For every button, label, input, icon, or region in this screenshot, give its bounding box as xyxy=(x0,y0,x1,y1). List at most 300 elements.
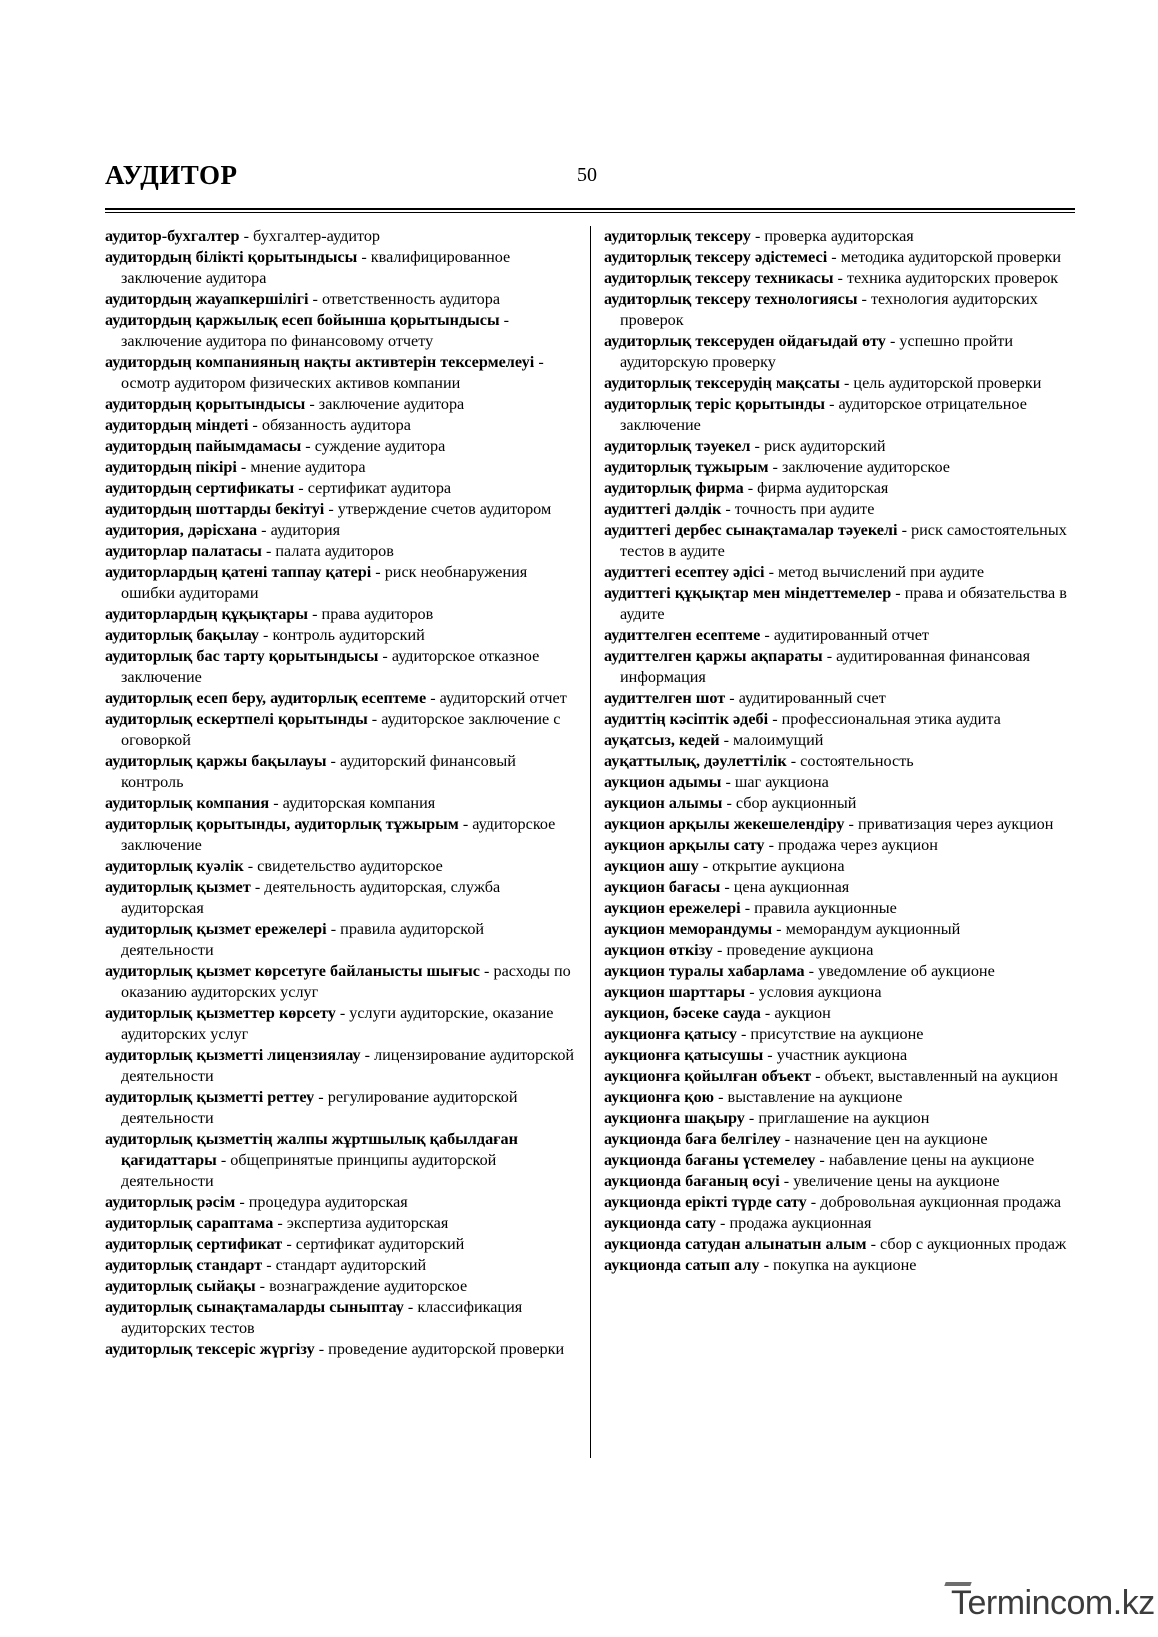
entry-term: аукционға шақыру xyxy=(604,1109,745,1127)
entry-separator: - xyxy=(273,1214,287,1232)
entry-translation: мнение аудитора xyxy=(250,458,366,476)
entry-separator: - xyxy=(804,962,819,980)
watermark-text: Termincom.kz xyxy=(951,1584,1155,1622)
entry-term: аудиттелген қаржы ақпараты xyxy=(604,647,823,665)
entry-translation: свидетельство аудиторское xyxy=(257,857,443,875)
entry-translation: аудиторский отчет xyxy=(439,689,567,707)
entry-separator: - xyxy=(760,1004,775,1022)
dictionary-entry xyxy=(105,1255,580,1276)
entry-term: аудитория, дәрісхана xyxy=(105,521,258,539)
dictionary-entry xyxy=(604,646,1077,688)
entry-term: аукцион ережелері xyxy=(604,899,741,917)
entry-term: аудитордың шоттарды бекітуі xyxy=(105,500,325,518)
entry-separator: - xyxy=(305,395,319,413)
entry-translation: утверждение счетов аудитором xyxy=(337,500,552,518)
entry-separator: - xyxy=(458,815,473,833)
entry-translation: заключение аудиторское xyxy=(781,458,950,476)
entry-term: аудиторлық тексеріс жүргізу xyxy=(105,1340,315,1358)
entry-term: аукцион арқылы сату xyxy=(604,836,765,854)
dictionary-entry xyxy=(105,625,580,646)
entry-separator: - xyxy=(258,626,273,644)
left-column xyxy=(105,226,580,1360)
entry-separator: - xyxy=(721,500,735,518)
dictionary-entry xyxy=(105,415,580,436)
entry-separator: - xyxy=(367,710,382,728)
entry-term: аудиторлық стандарт xyxy=(105,1256,263,1274)
entry-translation: успешно пройти аудиторскую проверку xyxy=(620,332,1014,371)
entry-translation: ответственность аудитора xyxy=(321,290,500,308)
entry-separator: - xyxy=(712,941,727,959)
entry-separator: - xyxy=(772,920,786,938)
dictionary-entry xyxy=(105,499,580,520)
entry-translation: профессиональная этика аудита xyxy=(781,710,1001,728)
dictionary-entry xyxy=(604,562,1077,583)
entry-translation: обязанность аудитора xyxy=(261,416,411,434)
entry-separator: - xyxy=(324,500,338,518)
entry-translation: продажа аукционная xyxy=(729,1214,872,1232)
entry-translation: риск аудиторский xyxy=(763,437,886,455)
header-rule-thin xyxy=(105,212,1075,213)
dictionary-entry xyxy=(604,499,1077,520)
entry-term: аукцион адымы xyxy=(604,773,722,791)
entry-term: ауқаттылық, дәулеттілік xyxy=(604,752,787,770)
entry-separator: - xyxy=(714,1088,728,1106)
entry-translation: бухгалтер-аудитор xyxy=(253,227,381,245)
entry-term: аудитордың қаржылық есеп бойынша қорытындысы xyxy=(105,311,500,329)
entry-translation: метод вычислений при аудите xyxy=(778,563,985,581)
entry-term: аукционда сатудан алынатын алым xyxy=(604,1235,867,1253)
entry-term: аудитордың сертификаты xyxy=(105,479,295,497)
dictionary-entry xyxy=(105,541,580,562)
entry-translation: контроль аудиторский xyxy=(272,626,425,644)
entry-separator: - xyxy=(403,1298,418,1316)
dictionary-entry xyxy=(105,247,580,289)
entry-separator: - xyxy=(216,1151,231,1169)
entry-term: аудиторлық бас тарту қорытындысы xyxy=(105,647,379,665)
entry-translation: сбор аукционный xyxy=(735,794,857,812)
entry-translation: стандарт аудиторский xyxy=(275,1256,427,1274)
entry-separator: - xyxy=(806,1193,821,1211)
entry-term: аудиторлық қызметті реттеу xyxy=(105,1088,315,1106)
entry-separator: - xyxy=(378,647,392,665)
dictionary-entry xyxy=(105,1087,580,1129)
dictionary-entry xyxy=(105,310,580,352)
entry-separator: - xyxy=(314,1088,328,1106)
entry-separator: - xyxy=(750,227,765,245)
dictionary-entry xyxy=(604,709,1077,730)
entry-separator: - xyxy=(825,395,839,413)
entry-separator: - xyxy=(866,1235,881,1253)
dictionary-entry xyxy=(604,1234,1077,1255)
entry-translation: открытие аукциона xyxy=(712,857,845,875)
entry-term: аудиторлық есеп беру, аудиторлық есептеме xyxy=(105,689,427,707)
column-divider xyxy=(590,226,591,1458)
dictionary-entry xyxy=(604,1150,1077,1171)
entry-separator: - xyxy=(357,248,371,266)
entry-term: аудиторлық тәуекел xyxy=(604,437,751,455)
entry-separator: - xyxy=(715,1214,730,1232)
entry-translation: техника аудиторских проверок xyxy=(846,269,1059,287)
dictionary-entry xyxy=(105,709,580,751)
dictionary-entry xyxy=(105,1234,580,1255)
dictionary-entry xyxy=(604,625,1077,646)
entry-translation: риск самостоятельных тестов в аудите xyxy=(620,521,1067,560)
entry-term: аукционға қатысушы xyxy=(604,1046,764,1064)
entry-separator: - xyxy=(780,1130,795,1148)
dictionary-entry xyxy=(105,688,580,709)
entry-translation: малоимущий xyxy=(733,731,824,749)
entry-separator: - xyxy=(768,458,782,476)
entry-separator: - xyxy=(262,1256,276,1274)
entry-separator: - xyxy=(479,962,494,980)
entry-translation: аудиторское заключение с оговоркой xyxy=(121,710,561,749)
entry-translation: суждение аудитора xyxy=(314,437,446,455)
entry-translation: лицензирование аудиторской деятельности xyxy=(121,1046,575,1085)
entry-term: аукцион арқылы жекешелендіру xyxy=(604,815,845,833)
entry-separator: - xyxy=(885,332,900,350)
entry-term: аудиторлар палатасы xyxy=(105,542,262,560)
entry-separator: - xyxy=(269,794,283,812)
entry-term: аудиторлық сараптама xyxy=(105,1214,274,1232)
entry-translation: палата аудиторов xyxy=(275,542,394,560)
entry-separator: - xyxy=(786,752,801,770)
dictionary-entry xyxy=(105,1297,580,1339)
entry-translation: увеличение цены на аукционе xyxy=(793,1172,1000,1190)
entry-translation: расходы по оказанию аудиторских услуг xyxy=(121,962,571,1001)
entry-term: аукцион ашу xyxy=(604,857,699,875)
entry-translation: состоятельность xyxy=(800,752,914,770)
entry-translation: проверка аудиторская xyxy=(764,227,914,245)
entry-term: аудиторлық қызметтің жалпы жұртшылық қабылдаған қағидаттары xyxy=(105,1130,518,1169)
entry-term: аудиторлық қызмет ережелері xyxy=(105,920,327,938)
entry-separator: - xyxy=(897,521,911,539)
entry-term: аудитордың компанияның нақты активтерін тексермелеуі xyxy=(105,353,535,371)
entry-translation: сертификат аудиторский xyxy=(295,1235,465,1253)
entry-term: аукционда бағаның өсуі xyxy=(604,1172,780,1190)
entry-translation: назначение цен на аукционе xyxy=(794,1130,988,1148)
entry-term: аудиторлық тексерудің мақсаты xyxy=(604,374,840,392)
entry-term: аудиторлық компания xyxy=(105,794,270,812)
entry-term: аудиторлық қызметті лицензиялау xyxy=(105,1046,361,1064)
dictionary-entry xyxy=(604,583,1077,625)
dictionary-entry xyxy=(604,856,1077,877)
dictionary-entry xyxy=(105,814,580,856)
entry-translation: права аудиторов xyxy=(321,605,434,623)
dictionary-entry xyxy=(105,226,580,247)
entry-term: аудиторлық тексеру технологиясы xyxy=(604,290,858,308)
entry-separator: - xyxy=(839,374,854,392)
entry-term: аудиторлық бақылау xyxy=(105,626,259,644)
dictionary-entry xyxy=(105,877,580,919)
entry-translation: аудиторское отказное заключение xyxy=(121,647,540,686)
dictionary-entry xyxy=(105,1213,580,1234)
dictionary-entry xyxy=(604,1045,1077,1066)
dictionary-entry xyxy=(604,940,1077,961)
dictionary-entry xyxy=(604,331,1077,373)
dictionary-entry xyxy=(105,436,580,457)
entry-term: аудиторлық тексеру xyxy=(604,227,751,245)
entry-separator: - xyxy=(243,857,258,875)
entry-translation: приватизация через аукцион xyxy=(857,815,1054,833)
dictionary-entry xyxy=(604,1087,1077,1108)
entry-translation: классификация аудиторских тестов xyxy=(121,1298,523,1337)
dictionary-entry xyxy=(105,604,580,625)
right-column xyxy=(604,226,1077,1276)
dictionary-entry xyxy=(105,457,580,478)
dictionary-entry xyxy=(105,919,580,961)
dictionary-entry xyxy=(604,1066,1077,1087)
entry-separator: - xyxy=(815,1151,829,1169)
dictionary-entry xyxy=(105,394,580,415)
entry-separator: - xyxy=(736,1025,751,1043)
entry-separator: - xyxy=(764,836,779,854)
entry-translation: экспертиза аудиторская xyxy=(286,1214,449,1232)
entry-term: аукцион бағасы xyxy=(604,878,721,896)
entry-translation: аудитированный счет xyxy=(738,689,886,707)
entry-term: аудиторлық теріс қорытынды xyxy=(604,395,826,413)
entry-term: аудиторлық фирма xyxy=(604,479,744,497)
entry-term: аукцион өткізу xyxy=(604,941,713,959)
entry-translation: заключение аудитора xyxy=(318,395,465,413)
entry-separator: - xyxy=(248,416,262,434)
entry-translation: объект, выставленный на аукцион xyxy=(824,1067,1058,1085)
dictionary-entry xyxy=(604,394,1077,436)
entry-translation: аукцион xyxy=(774,1004,831,1022)
entry-term: аудиторлық тексеруден ойдағыдай өту xyxy=(604,332,886,350)
dictionary-entry xyxy=(604,226,1077,247)
entry-term: аудиторлардың құқықтары xyxy=(105,605,309,623)
dictionary-entry xyxy=(604,919,1077,940)
entry-term: аудитордың пікірі xyxy=(105,458,237,476)
entry-separator: - xyxy=(719,731,734,749)
entry-translation: осмотр аудитором физических активов компании xyxy=(121,374,461,392)
dictionary-entry xyxy=(105,646,580,688)
entry-translation: аудитированная финансовая информация xyxy=(620,647,1031,686)
entry-term: аукцион, бәсеке сауда xyxy=(604,1004,761,1022)
entry-separator: - xyxy=(255,1277,270,1295)
entry-term: аудитордың міндеті xyxy=(105,416,249,434)
entry-separator: - xyxy=(745,983,759,1001)
entry-separator: - xyxy=(744,1109,759,1127)
entry-term: аукцион туралы хабарлама xyxy=(604,962,805,980)
entry-separator: - xyxy=(282,1235,296,1253)
entry-separator: - xyxy=(750,437,764,455)
entry-term: аудиторлардың қатені таппау қатері xyxy=(105,563,372,581)
entry-translation: набавление цены на аукционе xyxy=(828,1151,1035,1169)
dictionary-entry xyxy=(604,1129,1077,1150)
entry-translation: аудиторское заключение xyxy=(121,815,556,854)
entry-term: аудиторлық куәлік xyxy=(105,857,244,875)
entry-term: аудиторлық сыйақы xyxy=(105,1277,256,1295)
entry-separator: - xyxy=(811,1067,825,1085)
header-rule-thick xyxy=(105,208,1075,210)
entry-separator: - xyxy=(725,689,739,707)
entry-translation: правила аукционные xyxy=(754,899,897,917)
entry-separator: - xyxy=(822,647,837,665)
entry-separator: - xyxy=(499,311,510,329)
entry-term: аукционда сату xyxy=(604,1214,716,1232)
dictionary-entry xyxy=(105,751,580,793)
entry-term: аудитордың білікті қорытындысы xyxy=(105,248,358,266)
dictionary-entry xyxy=(604,520,1077,562)
entry-separator: - xyxy=(720,878,734,896)
site-watermark xyxy=(945,1578,1155,1624)
dictionary-entry xyxy=(604,751,1077,772)
entry-translation: аудитория xyxy=(270,521,341,539)
dictionary-entry xyxy=(604,793,1077,814)
entry-translation: заключение аудитора по финансовому отчету xyxy=(121,332,434,350)
dictionary-entry xyxy=(105,520,580,541)
dictionary-entry xyxy=(604,772,1077,793)
entry-translation: сбор с аукционных продаж xyxy=(880,1235,1067,1253)
dictionary-entry xyxy=(604,814,1077,835)
dictionary-entry xyxy=(604,1024,1077,1045)
entry-translation: проведение аудиторской проверки xyxy=(328,1340,565,1358)
dictionary-entry xyxy=(105,1339,580,1360)
entry-term: аукционға қатысу xyxy=(604,1025,737,1043)
dictionary-entry xyxy=(604,1192,1077,1213)
entry-term: аудиторлық қызметтер көрсету xyxy=(105,1004,336,1022)
entry-separator: - xyxy=(236,458,251,476)
entry-separator: - xyxy=(426,689,440,707)
entry-translation: добровольная аукционная продажа xyxy=(820,1193,1062,1211)
entry-term: аудиторлық қаржы бақылауы xyxy=(105,752,327,770)
dictionary-entry xyxy=(105,856,580,877)
dictionary-entry xyxy=(604,898,1077,919)
entry-separator: - xyxy=(764,563,779,581)
dictionary-entry xyxy=(604,1213,1077,1234)
dictionary-entry xyxy=(105,352,580,394)
entry-term: аудиторлық қызмет көрсетуге байланысты шығыс xyxy=(105,962,480,980)
dictionary-entry xyxy=(604,457,1077,478)
entry-translation: аудиторское отрицательное заключение xyxy=(620,395,1027,434)
entry-separator: - xyxy=(759,1256,774,1274)
entry-separator: - xyxy=(261,542,276,560)
entry-term: аукционда баға белгілеу xyxy=(604,1130,781,1148)
entry-translation: выставление на аукционе xyxy=(727,1088,903,1106)
entry-translation: услуги аудиторские, оказание аудиторских услуг xyxy=(121,1004,554,1043)
dictionary-entry xyxy=(604,478,1077,499)
dictionary-entry xyxy=(604,268,1077,289)
entry-term: аукционға қойылған объект xyxy=(604,1067,812,1085)
entry-separator: - xyxy=(534,353,544,371)
entry-translation: методика аудиторской проверки xyxy=(840,248,1062,266)
dictionary-entry xyxy=(105,289,580,310)
entry-separator: - xyxy=(294,479,308,497)
entry-translation: приглашение на аукцион xyxy=(758,1109,930,1127)
entry-translation: цель аудиторской проверки xyxy=(853,374,1042,392)
entry-translation: квалифицированное заключение аудитора xyxy=(121,248,511,287)
entry-separator: - xyxy=(308,290,322,308)
entry-separator: - xyxy=(857,290,871,308)
entry-term: аудиттелген шот xyxy=(604,689,726,707)
entry-term: аукционда сатып алу xyxy=(604,1256,760,1274)
entry-translation: цена аукционная xyxy=(733,878,850,896)
entry-translation: фирма аудиторская xyxy=(757,479,889,497)
entry-translation: аудиторская компания xyxy=(282,794,436,812)
dictionary-entry xyxy=(604,1003,1077,1024)
entry-term: аудитор-бухгалтер xyxy=(105,227,240,245)
entry-term: аудиттегі құқықтар мен міндеттемелер xyxy=(604,584,892,602)
entry-separator: - xyxy=(740,899,755,917)
dictionary-entry xyxy=(604,877,1077,898)
entry-term: аудиторлық қызмет xyxy=(105,878,251,896)
entry-translation: аудитированный отчет xyxy=(773,626,929,644)
dictionary-entry xyxy=(604,1108,1077,1129)
dictionary-entry xyxy=(604,730,1077,751)
entry-term: аудиторлық қорытынды, аудиторлық тұжырым xyxy=(105,815,459,833)
entry-separator: - xyxy=(326,920,341,938)
entry-translation: аудиторский финансовый контроль xyxy=(121,752,516,791)
entry-term: аудитордың жауапкершілігі xyxy=(105,290,309,308)
entry-translation: продажа через аукцион xyxy=(778,836,938,854)
entry-translation: условия аукциона xyxy=(758,983,882,1001)
entry-separator: - xyxy=(833,269,847,287)
entry-term: аудиторлық сынақтамаларды сыныптау xyxy=(105,1298,404,1316)
entry-term: ауқатсыз, кедей xyxy=(604,731,720,749)
entry-term: аудиттегі есептеу әдісі xyxy=(604,563,765,581)
entry-term: аудитордың пайымдамасы xyxy=(105,437,302,455)
entry-term: аукционға қою xyxy=(604,1088,715,1106)
entry-separator: - xyxy=(239,227,254,245)
entry-separator: - xyxy=(360,1046,375,1064)
entry-translation: шаг аукциона xyxy=(734,773,829,791)
entry-separator: - xyxy=(760,626,774,644)
entry-translation: регулирование аудиторской деятельности xyxy=(121,1088,518,1127)
entry-term: аудиторлық тексеру әдістемесі xyxy=(604,248,828,266)
entry-translation: точность при аудите xyxy=(734,500,875,518)
entry-translation: уведомление об аукционе xyxy=(818,962,995,980)
entry-translation: деятельность аудиторская, служба аудиторская xyxy=(121,878,501,917)
entry-separator: - xyxy=(698,857,713,875)
entry-translation: правила аудиторской деятельности xyxy=(121,920,485,959)
dictionary-entry xyxy=(105,961,580,1003)
dictionary-entry xyxy=(105,1276,580,1297)
entry-separator: - xyxy=(371,563,385,581)
entry-translation: технология аудиторских проверок xyxy=(620,290,1038,329)
entry-translation: права и обязательства в аудите xyxy=(620,584,1067,623)
dictionary-entry xyxy=(105,1192,580,1213)
entry-term: аудиторлық тексеру техникасы xyxy=(604,269,834,287)
entry-separator: - xyxy=(721,773,735,791)
dictionary-entry xyxy=(604,289,1077,331)
dictionary-entry xyxy=(105,1129,580,1192)
dictionary-entry xyxy=(105,562,580,604)
dictionary-entry xyxy=(604,961,1077,982)
entry-separator: - xyxy=(314,1340,329,1358)
entry-term: аудиторлық сертификат xyxy=(105,1235,283,1253)
entry-translation: присутствие на аукционе xyxy=(750,1025,924,1043)
entry-translation: проведение аукциона xyxy=(726,941,874,959)
dictionary-entry xyxy=(604,1255,1077,1276)
dictionary-entry xyxy=(604,436,1077,457)
entry-separator: - xyxy=(257,521,271,539)
dictionary-entry xyxy=(604,247,1077,268)
page-header xyxy=(105,160,1075,190)
entry-term: аудиттің кәсіптік әдебі xyxy=(604,710,769,728)
entry-term: аудиторлық ескертпелі қорытынды xyxy=(105,710,368,728)
entry-separator: - xyxy=(235,1193,249,1211)
entry-separator: - xyxy=(779,1172,794,1190)
entry-separator: - xyxy=(827,248,841,266)
page-number: 50 xyxy=(577,164,597,186)
entry-separator: - xyxy=(250,878,265,896)
dictionary-entry xyxy=(105,478,580,499)
dictionary-entry xyxy=(105,1003,580,1045)
dictionary-entry xyxy=(604,835,1077,856)
entry-translation: процедура аудиторская xyxy=(248,1193,408,1211)
entry-separator: - xyxy=(768,710,782,728)
